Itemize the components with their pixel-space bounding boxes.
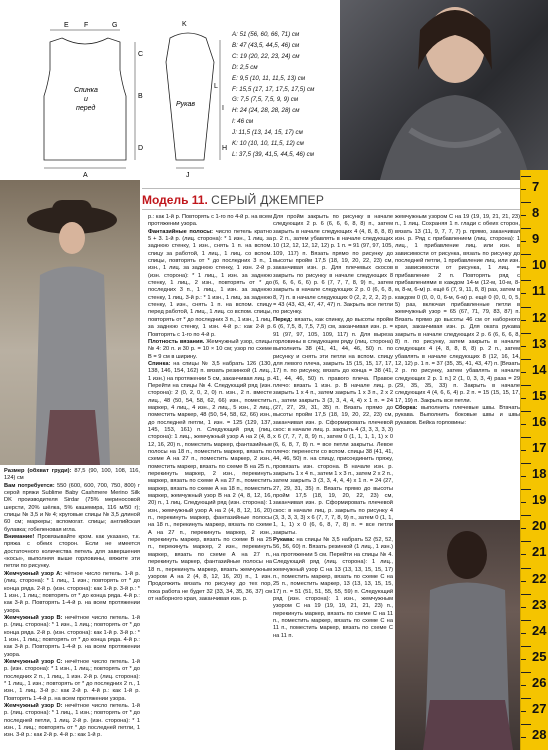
ruler-tick-major bbox=[521, 280, 531, 281]
ruler-number: 7 bbox=[532, 179, 540, 194]
materials-text: 550 (600, 600, 700, 750, 800) г серой пряжи Sublime Baby Cashmere Merino Silk DK производителя Sirdar (75% мериносовой шерсти, 20% шёлка, 5% кашемира, 116 м/50 г); спицы № 3,5 и № 4; круговые спицы № 3,5 длиной 60 см; маркеры; вспомогат. спицы; английская булавка; гобеленовая игла. bbox=[4, 482, 140, 533]
measure-g: G: 7,5 (7,5, 7,5, 9, 9) см bbox=[232, 96, 299, 104]
back-text: на спицы № 3,5 набрать 126 (130, 138, 146, 154, 162) п. вязать резинкой (1 лиц., 1 изн.) на протяжении 5 см, заканчивая лиц. р. Перейти на спицы № 4. Следующий ряд (изн. сторона): 2 (0, 2, 0, 2, 0) п. изн., 2 п. вместе лиц., 48 (50, 54, 58, 62, 66) изн., поместить маркер, 4 лиц., 4 изн., 2 лиц., 5 изн., 2 лиц., поместить маркер, 48 (50, 54, 58, 62, 66) изн., до последней петли, 1 изн. = 125 (129, 137, 145, 153, 161) п. Следующий ряд (лиц. сторона): 1 лиц., жемчужный узор А на 2 (4, 8, 12, 16, 20) п., поместить маркер, фантазийные полосы на 18 п., поместить маркер, вязать по схеме А на 27 п., поместить маркер, 2 изн., поместить маркер, вязать по схеме В на 25 п., перекинуть маркер, 2 изн., перекинуть маркер, вязать по схеме А на 27 п., поместить маркер, вязать по схеме А на 18 п., поместить маркер, жемчужный узор В на 2 (4, 8, 12, 16, 20) п., 1 лиц. Следующий ряд (изн. сторона): 1 изн., жемчужный узор А на 2 (4, 8, 12, 16, 20) п., перекинуть маркер, фантазийные полосы на 18 п., перекинуть маркер, вязать по схеме А на 27 п., перекинуть маркер, 2 изн., перекинуть маркер, вязать по схеме В на 25 п., перекинуть маркер, 2 изн., перекинуть маркер, вязать по схеме А на 27 п., перекинуть маркер, фантазийные полосы на 18 п., перекинуть маркер, вязать жемчужным узором А на 2 (4, 8, 12, 16, 20) п., 1 изн. Продолжить вязать по рисунку до тех пор, пока работа не будет 32 (33, 34, 35, 36, 37) см от наборного края, заканчивая изн. р. bbox=[148, 360, 272, 602]
armhole-text: Для пройм закрыть по рисунку в начале следующих 2 р. 6 (6, 6, 6, 8, 8) п., затем закрыть в начале следующих 4 (4, 8, 8, 8, 8) р. 2 п., затем убавлять в начале следующих 10 (12, 12, 12, 12, 12) р. 1 п. = 91 (97, 97, 105, 109, 117) п. Вязать прямо по рисунку до высоты пройм 17,5 (18, 19, 20, 22, 23) см, заканчивая изн. р. Для плечевых скосов закрыть по рисунку в начале следующих 8 (6, 6, 6, 6, 6) р. 6 (7, 7, 7, 8, 9) п., затем закрыть в начале следующих 2 р. 0 (6, 6, 8, 8, 7) п. в начале следующих 0 (2, 2, 2, 2, 2) р. = 43 (43, 43, 47, 47, 47) п. Закрыть все петли по рисунку. bbox=[273, 214, 393, 316]
ruler-number: 26 bbox=[532, 674, 547, 690]
ruler-tick-major bbox=[521, 202, 531, 203]
label-c: C bbox=[138, 51, 144, 58]
sleeves-paragraph bbox=[273, 537, 393, 640]
sleeve-continued-text: жемчужным узором С на 19 (19, 19, 21, 21, 23) п., 1 лиц. Сохраняя 1 п. глади с обеих сторон, вязать 13 (11, 9, 7, 7, 7) р. прямо, заканчивая изн. р. Ряд с прибавлением (лиц. сторона): 1 лиц., 1 прибавление лиц. или изн. в зависимости от рисунка, вязать по рисунку до последней петли, 1 прибавление лиц. или изн. в зависимости от рисунка, 1 лиц. = прибавление 2 п. Повторять ряд с прибавлениями в каждом 14-м (12-м, 10-м, 8-м, 8-м, 6-м) р. ещё 6 (7, 9, 11, 8, 8) раз, затем в каждом 0 (0, 0, 0, 6-м, 6-м) р. ещё 0 (0, 0, 0, 5, 5) раз, включая прибавленные петли в жемчужный узор = 65 (67, 71, 79, 83, 87) п. Вязать прямо до высоты 46 см от наборного края, заканчивая изн. р. Для оката рукава закрыть в начале следующих 2 р. 6 (6, 6, 6, 8, 8) п. по рисунку, затем закрыть в начале следующих 4 (4, 8, 8, 8, 8) р. 2 п., затем убавлять в начале следующих 8 (12, 16, 14, 12, 12) р. 1 п. = 37 (35, 35, 41, 43, 47) п. [Вязать 2 р. по рисунку, затем убавлять в начале следующих 2 р. 1 п.] 2 (1, 0, 3, 3, 4) раза = 29 (29, 35, 35, 33) п. Закрыть в начале следующих 4 (4, 6, 6, 4) р. 2 п. = 15 (15, 15, 17, 17, 19) п. Закрыть все петли. bbox=[395, 214, 520, 404]
measurements-list bbox=[232, 30, 337, 161]
label-j: J bbox=[186, 172, 190, 179]
ruler-tick-minor bbox=[521, 398, 526, 399]
ruler-tick-minor bbox=[521, 241, 526, 242]
ruler-tick-major bbox=[521, 568, 531, 569]
ruler-tick-minor bbox=[521, 450, 526, 451]
size-heading: Размер (обхват груди): bbox=[4, 468, 72, 474]
ruler-tick-major bbox=[521, 437, 531, 438]
pattern-intro: р.: как 1-й р. Повторять с 1-го по 4-й р. на всем протяжении узора. bbox=[148, 214, 272, 228]
ruler-number: 9 bbox=[532, 231, 540, 247]
ruler-tick-major bbox=[521, 698, 531, 699]
ruler-tick-major bbox=[521, 646, 531, 647]
ruler-number: 20 bbox=[532, 518, 547, 534]
pattern-c-paragraph bbox=[4, 659, 140, 703]
ruler-number: 8 bbox=[532, 205, 540, 221]
ruler-tick-minor bbox=[521, 215, 526, 216]
model-name: СЕРЫЙ ДЖЕМПЕР bbox=[211, 193, 325, 207]
assembly-heading: Сборка: bbox=[395, 404, 418, 411]
label-g: G bbox=[112, 22, 118, 29]
ruler-number: 19 bbox=[532, 492, 547, 508]
garment-schematic bbox=[0, 0, 230, 180]
pattern-d-text: нечётное число петель. 1-й р. (лиц. сторона): * 1 лиц., 1 изн.; повторять от * до последней петли, 1 лиц. 2-й р. (изн. сторона): * 1 изн., 1 лиц.; повторять от * до последней петли, 1 изн. 3-й р.: как 2-й р. 4-й р.: как 1-й р. bbox=[4, 703, 140, 739]
ruler-tick-minor bbox=[521, 502, 526, 503]
measure-e: E: 9,5 (10, 11, 11,5, 13) см bbox=[232, 74, 306, 82]
pattern-d-heading: Жемчужный узор D: bbox=[4, 703, 63, 709]
ruler-number: 27 bbox=[532, 701, 547, 716]
back-heading: Спинка: bbox=[148, 360, 171, 367]
measure-j: J: 11,5 (13, 14, 15, 17) см bbox=[232, 129, 303, 137]
pattern-c-heading: Жемчужный узор С: bbox=[4, 658, 63, 665]
instructions-column-1 bbox=[4, 468, 140, 750]
measure-a: A: 51 (56, 60, 66, 71) см bbox=[232, 31, 300, 38]
label-k: K bbox=[182, 21, 187, 28]
ruler-tick-major bbox=[521, 541, 531, 542]
gauge-heading: Плотность вязания. bbox=[148, 338, 205, 345]
ruler-tick-minor bbox=[521, 346, 526, 347]
ruler-tick-minor bbox=[521, 581, 526, 582]
gauge-paragraph bbox=[148, 339, 272, 361]
instructions-column-3 bbox=[273, 214, 393, 750]
instructions-column-4 bbox=[395, 214, 520, 519]
gauge-text: Жемчужный узор, спицы № 4: 20 п. и 30 р. = 10 × 10 см; узор по схеме В = 9 см в ширину. bbox=[148, 338, 272, 360]
fancy-stripes-text: число петель кратно 5 + 3. 1-й р. (лиц. сторона): * 1 изн., 1 лиц. за заднюю стенку, 1 изн., снять 1 п. на вспом. спицу за работой, 1 лиц., 1 лиц. со вспом. спицы, повторять от * до последних 3 п., 1 изн., 1 лиц. за заднюю стенку, 1 изн. 2-й р. (изн. сторона): * 1 лиц., 1 изн. за заднюю стенку, 1 лиц., 2 изн., повторять от * до последних 3 п., 1 лиц., 1 изн. за заднюю стенку, 1 лиц. 3-й р.: * 1 изн., 1 лиц. за заднюю стенку, 1 изн., снять 1 п. на вспом. спицу перед работой, 1 лиц., 1 лиц. со вспом. спицы, повторять от * до последних 3 п., 1 изн., 1 лиц. за заднюю стенку, 1 изн. 4-й р.: как 2-й р. Повторять с 1-го по 4-й р. bbox=[148, 228, 272, 338]
ruler-number: 16 bbox=[532, 413, 547, 429]
ruler-tick-minor bbox=[521, 554, 526, 555]
attention-heading: Внимание! bbox=[4, 534, 35, 541]
ruler-number: 15 bbox=[532, 387, 547, 403]
label-a: A bbox=[83, 172, 88, 179]
measure-b: B: 47 (43,5, 44,5, 46) см bbox=[232, 41, 300, 49]
ruler-number: 22 bbox=[532, 570, 547, 586]
ruler-number: 10 bbox=[532, 257, 547, 273]
label-e: E bbox=[64, 22, 69, 29]
ruler-tick-major bbox=[521, 594, 531, 595]
sleeve-piece-outline bbox=[166, 33, 214, 160]
ruler-tick-minor bbox=[521, 293, 526, 294]
pattern-b-text: нечётное число петель. 1-й р. (лиц. сторона): * 1 изн., 1 лиц.; повторять от * до конца ряда. 2-й р. (изн. сторона): как 1-й р. 3-й р.: * 1 изн., 1 лиц.; повторять от * до конца ряда. 4-й р.: как 3-й р. Повторять 1-4-й р. на всем протяжении узора. bbox=[4, 614, 140, 658]
sleeves-heading: Рукава: bbox=[273, 537, 295, 544]
front-text: вязать, как спинку, до высоты пройм 6 (6, 7,5, 8, 7,5, 7,5) см, заканчивая изн. р. = 91 (97, 97, 105, 109, 117) п. Для выреза горловины в следующем ряду (лиц. сторона) выполнить 38 (41, 41, 44, 46, 50) п. по рисунку и снять эти петли на вспом. спицу для левого плеча, закрыть 15 (15, 15, 17, 17, 17) п. по рисунку, вязать до конца = 38 (41, 41, 44, 46, 50) п. правого плеча. Правое плечо: вязать 1 изн. р. В начале лиц. р. закрыть 1 х 4 п., затем закрыть 1 х 3 п., 2 х 2 п., затем закрыть 3 (3, 3, 4, 4, 4) х 1 п. = 24 (27, 27, 29, 31, 35) п. Вязать прямо до высоты пройм 17,5 (18, 19, 20, 22, 23) см, заканчивая изн. р. Сформировать плечевой скос: в начале лиц. р. закрыть 4 (3, 3, 3, 3, 3) х 6 (7, 7, 7, 8, 9) п., затем 0 (1, 1, 1, 1, 1) х 0 (6, 6, 8, 7, 8) п. = все петли закрыты. Левое плечо: перенести со вспом. спицы 38 (41, 41, 44, 46, 50) п. на спицу, присоединить пряжу, провязать изн. сторона. В начале изн. р. закрыть 1 х 4 п., затем 1 х 3 п., затем 2 х 2 п., затем закрыть 3 (3, 3, 4, 4, 4) х 1 п. = 24 (27, 27, 29, 31, 35) п. Вязать прямо до высоты пройм 17,5 (18, 19, 20, 22, 23) см, заканчивая изн. р. Сформировать плечевой скос: в начале лиц. р. закрыть по рисунку 4 (3, 3, 3, 3, 3) х 6 (7, 7, 7, 8, 9) п., затем 0 (1, 1, 1, 1, 1) х 0 (6, 6, 8, 7, 8) п. = все петли закрыты. bbox=[273, 316, 393, 536]
pattern-a-text: чётное число петель. 1-й р. (лиц. сторона): * 1 лиц., 1 изн.; повторять от * до конца ряда. 2-й р. (изн. сторона): как 1-й р. 3-й р.: * 1 изн., 1 лиц.; повторять от * до конца ряда. 4-й р.: как 3-й р. Повторять 1-4-й р. на всем протяжении узора. bbox=[4, 570, 140, 614]
front-back-label-2: и bbox=[84, 96, 88, 103]
pattern-a-paragraph bbox=[4, 571, 140, 615]
front-paragraph bbox=[273, 317, 393, 537]
measure-k: K: 10 (10, 10, 11,5, 12) см bbox=[232, 140, 304, 148]
measure-c: C: 19 (20, 22, 23, 24) см bbox=[232, 52, 300, 60]
ruler-tick-major bbox=[521, 176, 531, 177]
ruler-tick-major bbox=[521, 228, 531, 229]
ruler-number: 11 bbox=[532, 283, 546, 299]
ruler-tick-major bbox=[521, 411, 531, 412]
ruler-number: 25 bbox=[532, 648, 547, 664]
ruler-tick-major bbox=[521, 385, 531, 386]
ruler-tick-major bbox=[521, 307, 531, 308]
ruler-number: 13 bbox=[532, 335, 547, 351]
ruler-tick-minor bbox=[521, 372, 526, 373]
ruler-tick-major bbox=[521, 463, 531, 464]
front-back-label-1: Спинка bbox=[74, 87, 98, 94]
ruler-tick-minor bbox=[521, 476, 526, 477]
ruler-tick-minor bbox=[521, 320, 526, 321]
fancy-stripes-heading: Фантазийные полосы: bbox=[148, 228, 214, 235]
ruler-tick-minor bbox=[521, 633, 526, 634]
ruler-number: 17 bbox=[532, 440, 547, 455]
model-number: Модель 11. bbox=[142, 193, 208, 207]
attention-text: Провязывайте кром. как указано, т.к. пряжа с обеих сторон. Если не имеется достаточного количества петель для завершения «косы», выполняя выше горловины, вяжите эти петли по рисунку. bbox=[4, 534, 140, 570]
size-paragraph bbox=[4, 468, 140, 483]
ruler-tick-minor bbox=[521, 711, 526, 712]
ruler-number: 24 bbox=[532, 622, 547, 638]
ruler-tick-minor bbox=[521, 424, 526, 425]
model-full-photo bbox=[0, 180, 140, 465]
ruler-tick-major bbox=[521, 254, 531, 255]
model-title bbox=[142, 188, 520, 210]
label-b: B bbox=[138, 93, 143, 100]
ruler-tick-minor bbox=[521, 189, 526, 190]
ruler-tick-minor bbox=[521, 528, 526, 529]
measure-i: I: 46 см bbox=[232, 118, 254, 126]
label-f: F bbox=[84, 22, 89, 29]
front-back-label-3: перед bbox=[76, 105, 96, 112]
attention-paragraph bbox=[4, 534, 140, 571]
assembly-text: выполнить плечевые швы. Втачать рукава. Выполнить боковые швы и швы рукавов. Бейка горловины: bbox=[395, 404, 520, 426]
ruler-number: 14 bbox=[532, 361, 547, 377]
model-back-photo bbox=[395, 520, 540, 750]
materials-paragraph bbox=[4, 483, 140, 534]
ruler-tick-major bbox=[521, 333, 531, 334]
ruler-tick-minor bbox=[521, 737, 526, 738]
sleeve-label: Рукав bbox=[176, 101, 196, 108]
instructions-column-2 bbox=[148, 214, 272, 750]
assembly-paragraph bbox=[395, 405, 520, 427]
measure-l: L: 37,5 (39, 41,5, 44,5, 46) см bbox=[232, 150, 314, 158]
front-heading: Перед: bbox=[273, 316, 293, 323]
ruler-tick-minor bbox=[521, 607, 526, 608]
measuring-tape bbox=[520, 170, 548, 750]
pattern-b-heading: Жемчужный узор В: bbox=[4, 614, 63, 621]
ruler-number: 18 bbox=[532, 466, 547, 482]
measure-h: H: 24 (24, 28, 28, 28) см bbox=[232, 107, 300, 115]
size-text: 87,5 (90, 100, 108, 116, 124) см bbox=[4, 468, 140, 482]
ruler-number: 21 bbox=[532, 544, 547, 560]
materials-heading: Вам потребуется: bbox=[4, 482, 55, 489]
ruler-tick-major bbox=[521, 359, 531, 360]
ruler-tick-major bbox=[521, 672, 531, 673]
label-l: L bbox=[214, 83, 218, 90]
ruler-tick-major bbox=[521, 724, 531, 725]
label-i: I bbox=[222, 105, 224, 112]
sleeves-text: на спицы № 3,5 набрать 52 (52, 52, 56, 56, 60) п. Вязать резинкой (1 лиц., 1 изн.) на протяжении 5 см. Перейти на спицы № 4. Следующий ряд (лиц. сторона): 1 лиц., жемчужный узор С на 13 (13, 13, 15, 15, 17) п., поместить маркер, вязать по схеме С на 25 п., поместить маркер, 13 (13, 13, 15, 15, 17) п. = 51 (51, 51, 55, 55, 59) п. Следующий ряд (изн. сторона): 1 изн., жемчужным узором С на 19 (19, 19, 21, 21, 23) п., перекинуть маркер, вязать по схеме С на 11 п., поместить маркер, вязать по схеме С на 11 п., поместить маркер, вязать по схеме С на 11 п. bbox=[273, 537, 393, 639]
label-h: H bbox=[222, 145, 228, 152]
fancy-stripes-paragraph bbox=[148, 229, 272, 339]
pattern-d-paragraph bbox=[4, 703, 140, 740]
ruler-number: 23 bbox=[532, 596, 547, 612]
pattern-c-text: нечётное число петель. 1-й р. (изн. сторона): * 1 изн., 1 лиц.; повторять от * до последних 2 п., 1 лиц., 1 изн. 2-й р. (лиц. сторона): * 1 лиц., 1 изн.; повторять от * до последних 2 п., 1 изн., 1 лиц. 3-й р.: как 2-й р. 4-й р.: как 1-й р. Повторять 1-4-й р. на всем протяжении узора. bbox=[4, 658, 140, 702]
ruler-tick-minor bbox=[521, 659, 526, 660]
pattern-b-paragraph bbox=[4, 615, 140, 659]
ruler-tick-major bbox=[521, 489, 531, 490]
ruler-tick-major bbox=[521, 620, 531, 621]
model-closeup-photo bbox=[340, 0, 548, 180]
back-paragraph bbox=[148, 361, 272, 603]
label-d: D bbox=[138, 145, 144, 152]
measure-f: F: 15,5 (17, 17, 17,5, 17,5) см bbox=[232, 85, 315, 93]
pattern-a-heading: Жемчужный узор А: bbox=[4, 570, 63, 577]
ruler-number: 28 bbox=[532, 727, 547, 743]
ruler-tick-minor bbox=[521, 685, 526, 686]
ruler-tick-major bbox=[521, 515, 531, 516]
ruler-number: 12 bbox=[532, 309, 547, 325]
measure-d: D: 2,5 см bbox=[232, 63, 258, 71]
ruler-tick-minor bbox=[521, 267, 526, 268]
